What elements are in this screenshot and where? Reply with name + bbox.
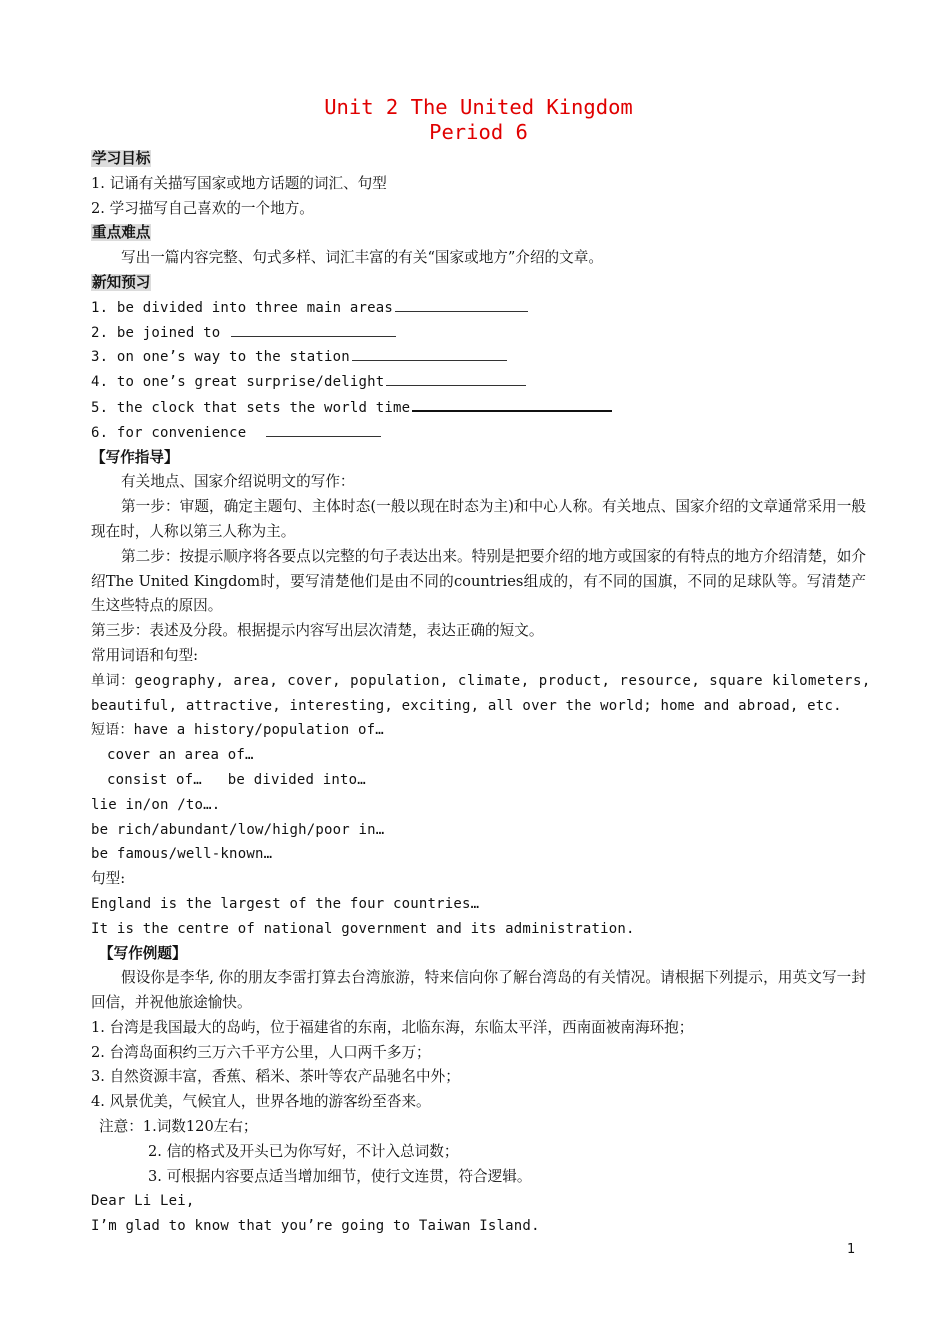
phrase-item: cover an area of… [107, 747, 254, 764]
title-line-1: Unit 2 The United Kingdom [324, 95, 633, 119]
page-number: 1 [847, 1242, 856, 1257]
answer-blank[interactable] [231, 321, 396, 337]
preview-heading: 新知预习 [92, 273, 151, 291]
answer-blank[interactable] [412, 395, 612, 412]
guide-step-3: 第三步：表述及分段。根据提示内容写出层次清楚，表达正确的短文。 [91, 622, 544, 640]
preview-item: 1. be divided into three main areas [91, 296, 866, 321]
guide-step-1: 第一步：审题，确定主题句、主体时态(一般以现在时态为主)和中心人称。有关地点、国家介绍的文章通常采用一般现在时，人称以第三人称为主。 [91, 498, 866, 540]
example-prompt: 假设你是李华, 你的朋友李雷打算去台湾旅游，特来信向你了解台湾岛的有关情况。请根据下列提示，用英文写一封回信，并祝他旅途愉快。 [91, 969, 866, 1012]
phrase-item: be rich/abundant/low/high/poor in… [91, 821, 385, 838]
answer-blank[interactable] [352, 345, 507, 361]
words-line: beautiful, attractive, interesting, exciting, all over the world; home and abroad, etc. [91, 697, 842, 714]
preview-item: 5. the clock that sets the world time [91, 395, 866, 421]
example-heading: 【写作例题】 [99, 944, 187, 962]
note-item: 2. 信的格式及开头已为你写好，不计入总词数； [148, 1142, 459, 1160]
answer-blank[interactable] [266, 421, 381, 437]
guide-heading: 【写作指导】 [91, 448, 179, 466]
letter-opening: I’m glad to know that you’re going to Taiwan Island. [91, 1218, 540, 1235]
preview-item: 6. for convenience [91, 421, 866, 446]
note-item: 注意：1.词数120左右； [99, 1118, 258, 1136]
page-content [91, 95, 871, 1239]
preview-item: 4. to one’s great surprise/delight [91, 370, 866, 395]
guide-step-2: 第二步：按提示顺序将各要点以完整的句子表达出来。特别是把要介绍的地方或国家的有特点的地方介绍清楚，如介绍The United Kingdom时，要写清楚他们是由不同的countries组成的，有不同的国旗，不同的足球队等。写清楚产生这些特点的原因。 [91, 547, 866, 615]
example-point: 3. 自然资源丰富，香蕉、稻米、茶叶等农产品驰名中外； [91, 1068, 460, 1086]
example-point: 1. 台湾是我国最大的岛屿，位于福建省的东南，北临东海，东临太平洋，西南面被南海环抱； [91, 1018, 694, 1036]
sentence-item: It is the centre of national government and its administration. [91, 920, 635, 937]
phrase-item: lie in/on /to…. [91, 796, 221, 813]
sentence-item: England is the largest of the four countries… [91, 895, 480, 912]
difficulty-text: 写出一篇内容完整、句式多样、词汇丰富的有关“国家或地方”介绍的文章。 [121, 249, 603, 267]
phrase-item: be famous/well-known… [91, 846, 273, 863]
phrase-item: consist of… be divided into… [107, 771, 366, 788]
title-line-2: Period 6 [429, 120, 528, 144]
difficulty-heading: 重点难点 [92, 224, 151, 242]
preview-item: 3. on one’s way to the station [91, 345, 866, 370]
preview-item: 2. be joined to [91, 321, 866, 346]
letter-greeting: Dear Li Lei, [91, 1193, 195, 1210]
phrases-label: 短语：have a history/population of… [91, 722, 384, 739]
words-line: 单词：geography, area, cover, population, climate, product, resource, square kilometers, [91, 672, 871, 689]
answer-blank[interactable] [386, 370, 526, 386]
goal-item: 1. 记诵有关描写国家或地方话题的词汇、句型 [91, 174, 387, 192]
example-point: 2. 台湾岛面积约三万六千平方公里，人口两千多万； [91, 1043, 431, 1061]
answer-blank[interactable] [395, 296, 528, 312]
common-words-label: 常用词语和句型: [91, 646, 199, 664]
sentences-label: 句型: [91, 870, 126, 888]
example-point: 4. 风景优美，气候宜人，世界各地的游客纷至沓来。 [91, 1093, 431, 1111]
note-item: 3. 可根据内容要点适当增加细节，使行文连贯，符合逻辑。 [148, 1167, 532, 1185]
page-title [91, 95, 866, 145]
goal-item: 2. 学习描写自己喜欢的一个地方。 [91, 199, 314, 217]
goals-heading: 学习目标 [92, 150, 151, 167]
guide-intro: 有关地点、国家介绍说明文的写作： [121, 473, 355, 491]
